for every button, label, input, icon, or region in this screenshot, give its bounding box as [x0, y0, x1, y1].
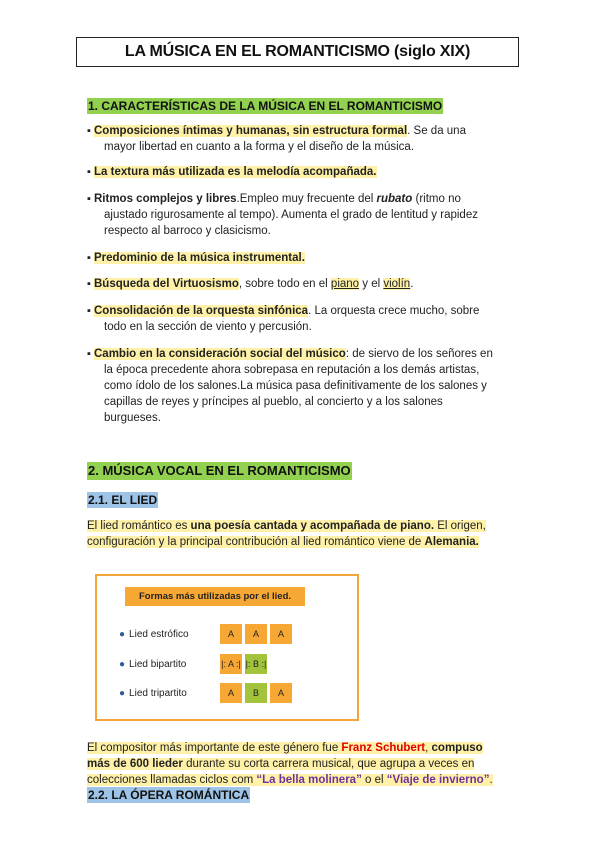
bullet-icon: ▪ — [87, 193, 91, 205]
lied-forms-figure — [95, 574, 359, 721]
lied-paragraph: El lied romántico es una poesía cantada y acompañada de piano. El origen, configuración y la principal contribución al lied romántico viene de Alemania. — [87, 520, 486, 548]
list-item: ▪ Cambio en la consideración social del músico: de siervo de los señores en la época precedente ahora sobrepasa en reputación a los demás artistas, como ídolo de los salones.La música pasa definitivamente de los salones y capillas de reyes y príncipes al pueblo, al concierto y a los salones burgueses. — [87, 348, 493, 424]
lied-form-row: ● Lied tripartito — [119, 687, 187, 699]
section-2-heading: 2. MÚSICA VOCAL EN EL ROMANTICISMO — [88, 463, 351, 478]
bullet-icon: ▪ — [87, 348, 91, 360]
lied-forms-title: Formas más utilizadas por el lied. — [125, 587, 305, 606]
list-item: ▪ Composiciones íntimas y humanas, sin estructura formal. Se da una mayor libertad en cuanto a la forma y el diseño de la música. — [87, 125, 466, 153]
list-item: ▪ La textura más utilizada es la melodía acompañada. — [87, 166, 377, 178]
form-cell: A — [245, 624, 267, 644]
bullet-icon: ● — [119, 687, 126, 699]
form-cell: A — [220, 683, 242, 703]
form-cell: |: A :| — [220, 654, 242, 674]
page-title: LA MÚSICA EN EL ROMANTICISMO (siglo XIX) — [76, 37, 519, 67]
list-item: ▪ Predominio de la música instrumental. — [87, 252, 305, 264]
list-item: ▪ Búsqueda del Virtuosismo, sobre todo en el piano y el violín. — [87, 278, 414, 290]
schubert-paragraph: El compositor más importante de este género fue Franz Schubert, compuso más de 600 lieder durante su corta carrera musical, que agrupa a veces en colecciones llamadas ciclos com “La bella molinera” o el “Viaje de invierno”. — [87, 742, 493, 786]
bullet-icon: ▪ — [87, 278, 91, 290]
lied-form-row: ● Lied estrófico — [119, 628, 189, 640]
lied-form-row: ● Lied bipartito — [119, 658, 187, 670]
section-1-heading: 1. CARACTERÍSTICAS DE LA MÚSICA EN EL ROMANTICISMO — [88, 99, 443, 113]
form-cell: A — [220, 624, 242, 644]
bullet-icon: ▪ — [87, 166, 91, 178]
form-cell: A — [270, 683, 292, 703]
bullet-icon: ▪ — [87, 125, 91, 137]
bullet-icon: ▪ — [87, 305, 91, 317]
bullet-icon: ● — [119, 628, 126, 640]
subsection-opera-heading: 2.2. LA ÓPERA ROMÁNTICA — [88, 788, 250, 802]
list-item: ▪ Ritmos complejos y libres.Empleo muy frecuente del rubato (ritmo no ajustado rigurosamente al tempo). Aumenta el grado de lentitud y rapidez respecto al barroco y clasicismo. — [87, 193, 478, 237]
bullet-icon: ● — [119, 658, 126, 670]
subsection-lied-heading: 2.1. EL LIED — [88, 493, 158, 507]
bullet-icon: ▪ — [87, 252, 91, 264]
list-item: ▪ Consolidación de la orquesta sinfónica. La orquesta crece mucho, sobre todo en la sección de viento y percusión. — [87, 305, 480, 333]
form-cell: B — [245, 683, 267, 703]
form-cell: |: B :| — [245, 654, 267, 674]
form-cell: A — [270, 624, 292, 644]
